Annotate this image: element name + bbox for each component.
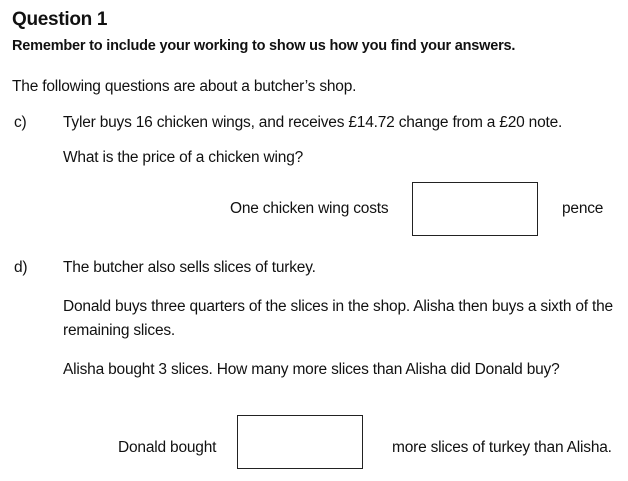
part-c-label: c) [14, 114, 27, 131]
part-c-question: What is the price of a chicken wing? [63, 149, 304, 166]
intro-text: The following questions are about a butcher’s shop. [12, 78, 357, 95]
part-c-answer-suffix: pence [562, 200, 604, 217]
turkey-slices-input[interactable] [237, 415, 363, 469]
part-c-answer-prefix: One chicken wing costs [230, 200, 389, 217]
part-d-label: d) [14, 259, 28, 276]
part-d-answer-suffix: more slices of turkey than Alisha. [392, 439, 612, 456]
part-d-answer-prefix: Donald bought [118, 439, 217, 456]
part-d-text1: The butcher also sells slices of turkey. [63, 259, 316, 276]
part-d-question: Alisha bought 3 slices. How many more slices than Alisha did Donald buy? [63, 361, 560, 378]
part-d-text2-line2: remaining slices. [63, 322, 176, 339]
question-title: Question 1 [12, 9, 108, 30]
part-c-text: Tyler buys 16 chicken wings, and receives £14.72 change from a £20 note. [63, 114, 563, 131]
part-d-text2-line1: Donald buys three quarters of the slices in the shop. Alisha then buys a sixth of the [63, 298, 613, 315]
instruction-text: Remember to include your working to show us how you find your answers. [12, 38, 516, 54]
chicken-wing-price-input[interactable] [412, 182, 538, 236]
